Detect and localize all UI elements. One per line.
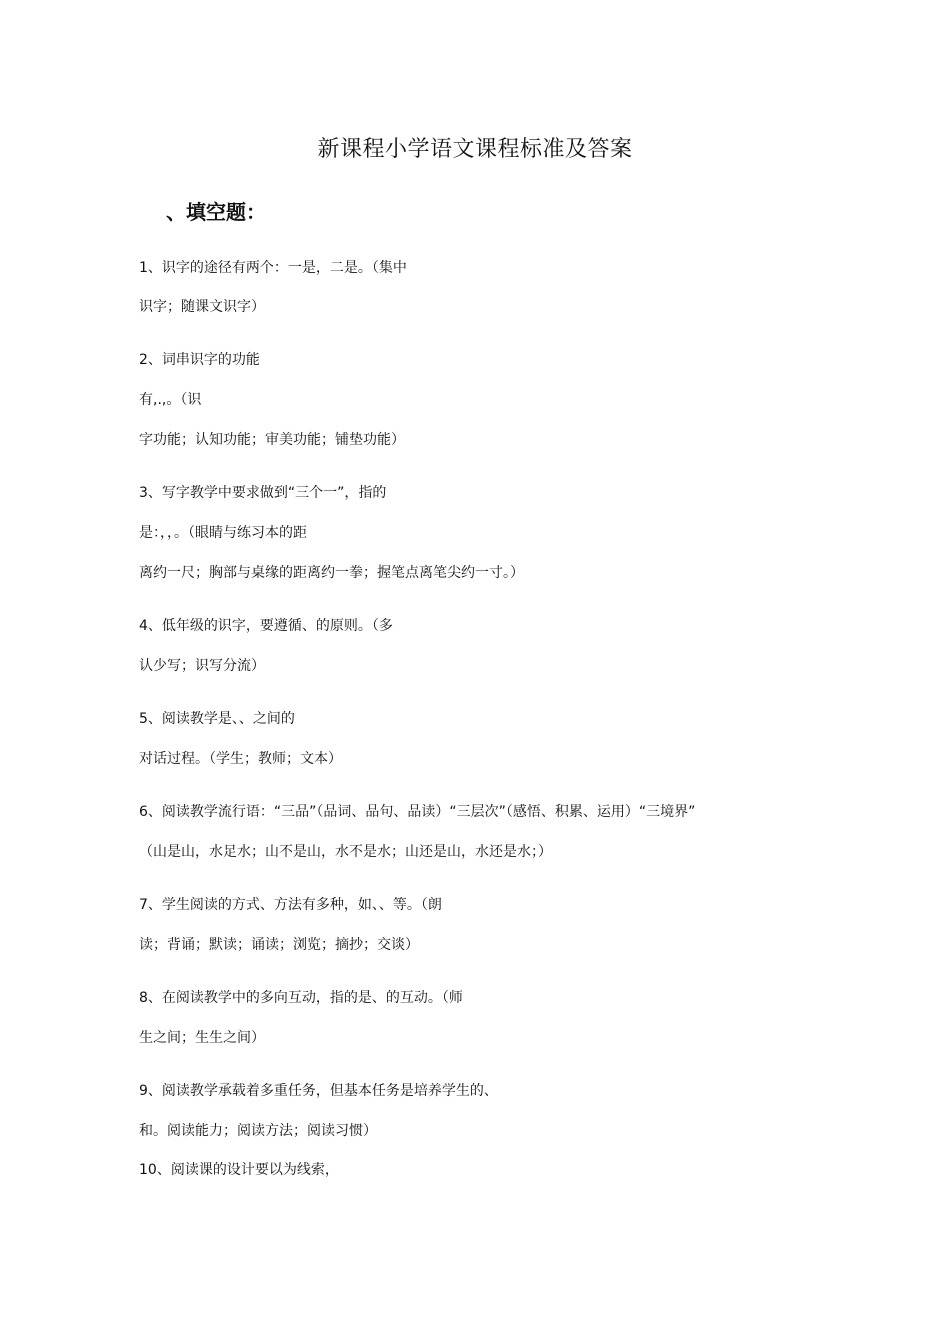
text-line: 识字；随课文识字） [139, 299, 265, 315]
page-title: 新课程小学语文课程标准及答案 [317, 137, 633, 162]
text-line: 6、阅读教学流行语：“三品”（品词、品句、品读）“三层次”（感悟、积累、运用）“三境界” [139, 804, 696, 820]
text-line: 认少写；识写分流） [139, 658, 265, 674]
text-line: 字功能；认知功能；审美功能；铺垫功能） [139, 432, 405, 448]
text-line: （山是山，水足水；山不是山，水不是水；山还是山，水还是水；） [139, 844, 552, 860]
text-line: 2、词串识字的功能 [139, 352, 260, 368]
text-line: 和。阅读能力；阅读方法；阅读习惯） [139, 1123, 377, 1139]
text-line: 有,.,。（识 [139, 392, 202, 408]
text-line: 是：，，。（眼睛与练习本的距 [139, 525, 307, 541]
text-line: 5、阅读教学是、、之间的 [139, 711, 295, 727]
text-line: 4、低年级的识字，要遵循、的原则。（多 [139, 618, 393, 634]
text-line: 3、写字教学中要求做到“三个一”，指的 [139, 485, 387, 501]
text-line: 8、在阅读教学中的多向互动，指的是、的互动。（师 [139, 990, 463, 1006]
text-line: 10、阅读课的设计要以为线索， [139, 1162, 339, 1178]
text-line: 1、识字的途径有两个：一是，二是。（集中 [139, 260, 407, 276]
text-line: 7、学生阅读的方式、方法有多种，如、、等。（朗 [139, 897, 442, 913]
text-line: 生之间；生生之间） [139, 1030, 265, 1046]
text-line: 读；背诵；默读；诵读；浏览；摘抄；交谈） [139, 937, 419, 953]
text-line: 对话过程。（学生；教师；文本） [139, 751, 342, 767]
section-heading: 、填空题： [166, 200, 266, 224]
text-line: 9、阅读教学承载着多重任务，但基本任务是培养学生的、 [139, 1083, 498, 1099]
text-line: 离约一尺；胸部与桌缘的距离约一拳；握笔点离笔尖约一寸。） [139, 565, 524, 581]
